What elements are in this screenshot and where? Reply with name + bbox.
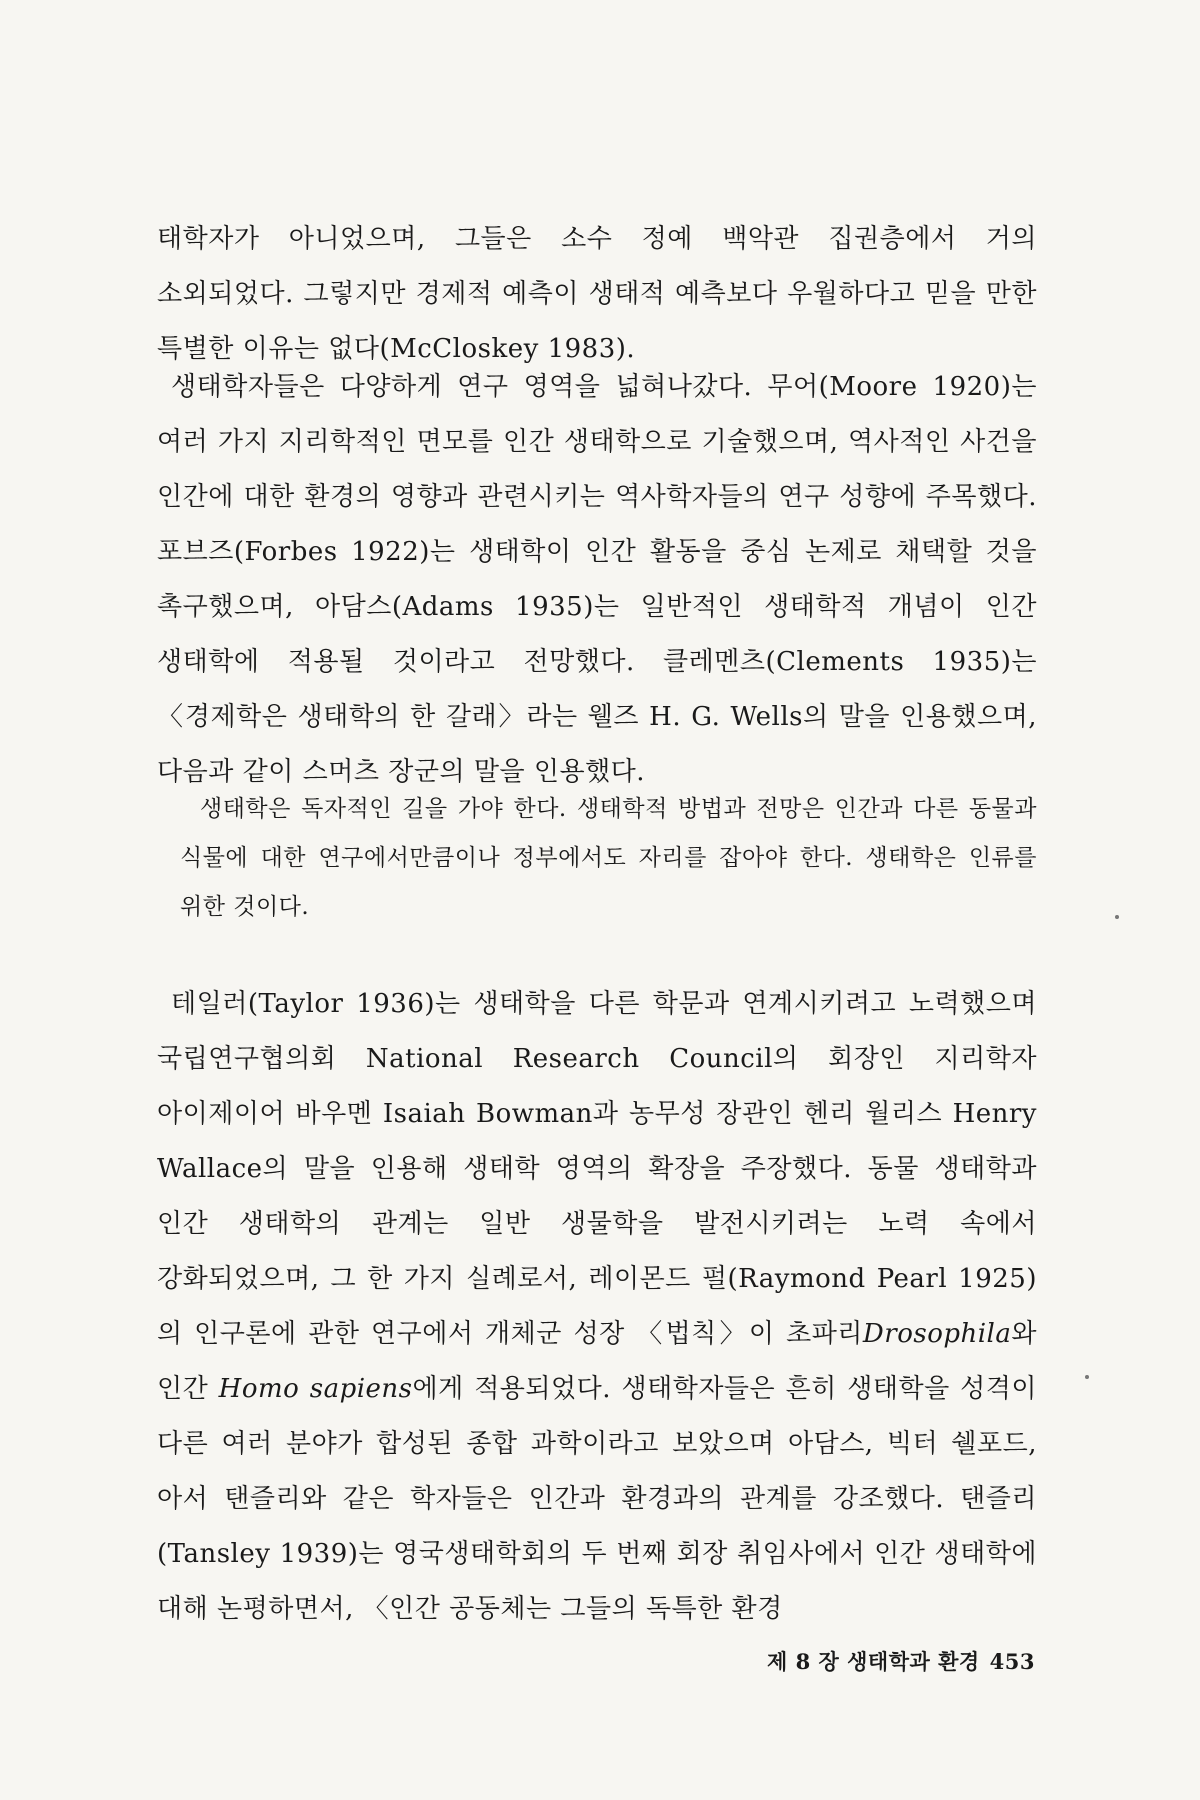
scan-speck	[1085, 1375, 1089, 1379]
paragraph-taylor-text-2: 와 인간	[157, 1319, 1037, 1404]
paragraph-taylor	[157, 977, 1037, 1637]
paragraph-taylor-text-3: 에게 적용되었다. 생태학자들은 흔히 생태학을 성격이 다른 여러 분야가 합성된 종합 과학이라고 보았으며 아담스, 빅터 쉘포드, 아서 탠즐리와 같은 학자들은 인간과 환경과의 관계를 강조했다. 탠즐리(Tansley 1939)는 영국생태학회의 두 번째 회장 취임사에서 인간 생태학에 대해 논평하면서, 〈인간 공동체는 그들의 독특한 환경	[157, 1374, 1038, 1624]
paragraph-ecologists-expand: 생태학자들은 다양하게 연구 영역을 넓혀나갔다. 무어(Moore 1920)는 여러 가지 지리학적인 면모를 인간 생태학으로 기술했으며, 역사적인 사건을 인간에 대한 환경의 영향과 관련시키는 역사학자들의 연구 성향에 주목했다. 포브즈(Forbes 1922)는 생태학이 인간 활동을 중심 논제로 채택할 것을 촉구했으며, 아담스(Adams 1935)는 일반적인 생태학적 개념이 인간 생태학에 적용될 것이라고 전망했다. 클레멘츠(Clements 1935)는 〈경제학은 생태학의 한 갈래〉라는 웰즈 H. G. Wells의 말을 인용했으며, 다음과 같이 스머츠 장군의 말을 인용했다.	[157, 372, 1037, 787]
genus-name: Drosophila	[862, 1319, 1012, 1349]
block-quote-smuts: 생태학은 독자적인 길을 가야 한다. 생태학적 방법과 전망은 인간과 다른 동물과 식물에 대한 연구에서만큼이나 정부에서도 자리를 잡아야 한다. 생태학은 인류를 위한 것이다.	[180, 796, 1037, 920]
chapter-title: 제 8 장 생태학과 환경	[767, 1649, 980, 1674]
page-number: 453	[989, 1649, 1035, 1674]
page-footer	[767, 1646, 1035, 1676]
scan-speck	[1115, 915, 1119, 919]
paragraph-continuation: 태학자가 아니었으며, 그들은 소수 정예 백악관 집권층에서 거의 소외되었다. 그렇지만 경제적 예측이 생태적 예측보다 우월하다고 믿을 만한 특별한 이유는 없다(McCloskey 1983).	[157, 224, 1037, 364]
paragraph-taylor-text-1: 테일러(Taylor 1936)는 생태학을 다른 학문과 연계시키려고 노력했으며 국립연구협의회 National Research Council의 회장인 지리학자 아이제이어 바우멘 Isaiah Bowman과 농무성 장관인 헨리 월리스 Henry Wallace의 말을 인용해 생태학 영역의 확장을 주장했다. 동물 생태학과 인간 생태학의 관계는 일반 생물학을 발전시키려는 노력 속에서 강화되었으며, 그 한 가지 실례로서, 레이몬드 펄(Raymond Pearl 1925)의 인구론에 관한 연구에서 개체군 성장 〈법칙〉이 초파리	[157, 989, 1037, 1349]
species-name: Homo sapiens	[218, 1374, 413, 1404]
